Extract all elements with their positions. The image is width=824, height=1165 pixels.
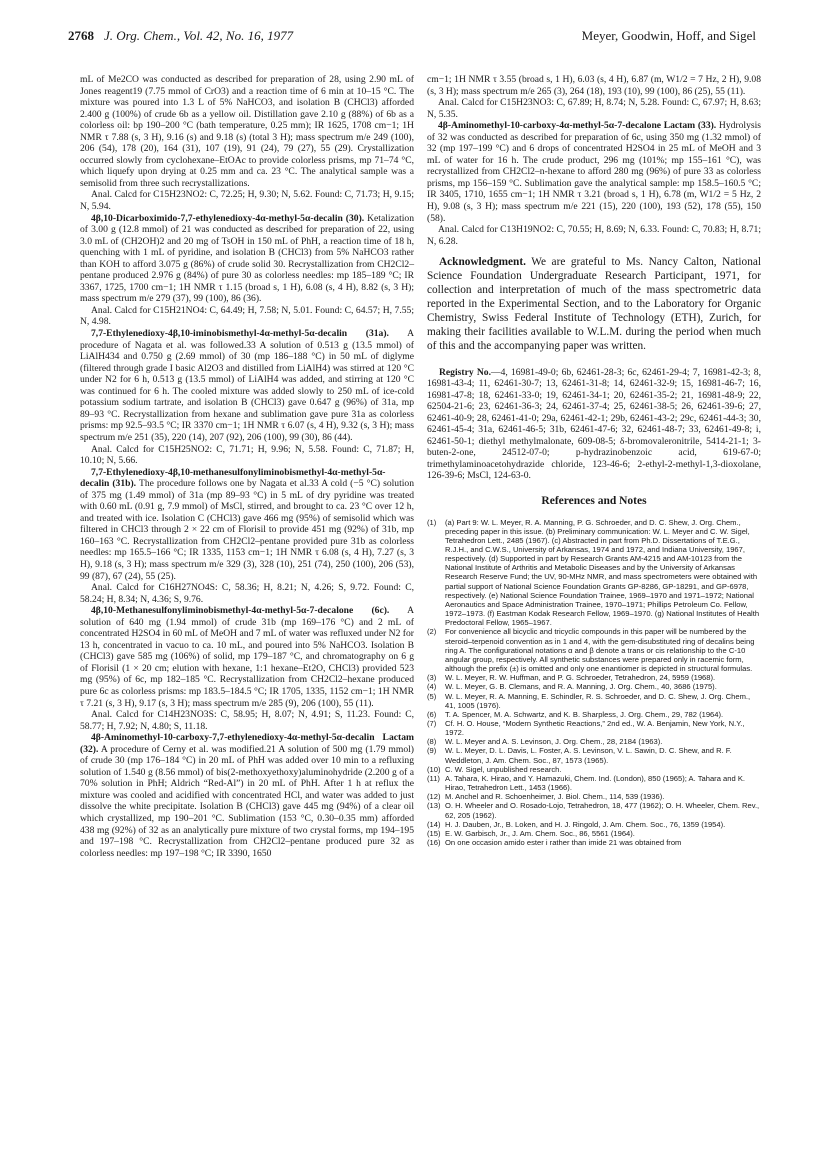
reference-number: (7) xyxy=(427,718,437,728)
page-header xyxy=(68,28,756,46)
reference-text: W. L. Meyer, R. A. Manning, E. Schindler, R. S. Schroeder, and D. C. Shew, J. Org. Chem., 41, 1005 (1976). xyxy=(445,691,751,710)
reference-number: (4) xyxy=(427,682,437,692)
reference-item xyxy=(427,627,761,673)
paragraph-text: mL of Me2CO was conducted as described for preparation of 28, using 2.90 mL of Jones reagent19 (7.75 mmol of CrO3) and a reaction time of 6 min at 10–15 °C. The mixture was poured into 1.3 L of 5% NaHCO3, and isolation B (CHCl3) afforded 2.400 g (100%) of crude 6b as a yellow oil. Distillation gave 2.10 g (88%) of 6b as a colorless oil: bp 190–200 °C (bath temperature, 0.25 mm); IR 1625, 1708 cm−1; 1H NMR τ 7.88 (s, 3 H), 9.16 (s) and 9.18 (s) (total 3 H); mass spectrum m/e 249 (100), 206 (54), 178 (20), 164 (31), 107 (19), 91 (24), 79 (27), 55 (29). Crystallization occurred slowly from cyclohexane–EtOAc to provide colorless prisms, mp 71–74 °C, which liquefy upon drying at 0.25 mm and ca. 23 °C. The analytical sample was a semisolid from three such recrystallizations. xyxy=(80,74,414,189)
running-authors: Meyer, Goodwin, Hoff, and Sigel xyxy=(581,28,756,43)
reference-number: (15) xyxy=(427,828,441,838)
paragraph-text: Anal. Calcd for C15H23NO2: C, 72.25; H, 9.30; N, 5.62. Found: C, 71.73; H, 9.15; N, 5.94. xyxy=(80,189,414,213)
reference-item xyxy=(427,829,761,838)
body-paragraph xyxy=(80,582,414,605)
body-paragraph xyxy=(80,467,414,582)
reference-number: (13) xyxy=(427,801,441,811)
paragraph-text: Anal. Calcd for C15H25NO2: C, 71.71; H, 9.96; N, 5.58. Found: C, 71.87; H, 10.10; N, 5.66. xyxy=(80,443,414,467)
body-paragraph xyxy=(427,120,761,224)
reference-text: M. Anchel and R. Schoenheimer, J. Biol. Chem., 114, 539 (1936). xyxy=(445,792,665,802)
reference-item xyxy=(427,792,761,801)
paragraph-text: A procedure of Cerny et al. was modified.21 A solution of 500 mg (1.79 mmol) of crude 30 (mp 176–184 °C) in 20 mL of PhH was added over 10 min to a refluxing solution of 1.540 g (8.56 mmol) of bis(2-methoxyethoxy)aluminohydride (2.200 g of a 70% solution in PhH; Aldrich “Red-Al”) in 20 mL of PhH. After 1 h at reflux the mixture was cooled and acidified with concentrated HCl, and water was added to just dissolve the white precipitate. Isolation B (CHCl3) gave 445 mg (94%) of a clear oil which crystallized, mp 190–201 °C. Sublimation (153 °C, 0.30–0.35 mm) afforded 438 mg (92%) of 32 as an analytically pure mixture of two crystal forms, mp 194–195 and 197–198 °C. Recrystallization from CH2Cl2–pentane produced pure 32 as colorless needles: mp 197–198 °C; IR 3390, 1650 xyxy=(80,743,414,859)
acknowledgment-paragraph xyxy=(427,255,761,353)
paragraph-title: 4β-Aminomethyl-10-carboxy-4α-methyl-5α-7-decalone Lactam (33). xyxy=(438,120,717,132)
body-paragraph xyxy=(427,97,761,120)
reference-text: On one occasion amido ester i rather than imide 21 was obtained from xyxy=(445,838,682,848)
body-paragraph xyxy=(80,732,414,859)
page-number: 2768 xyxy=(68,28,94,43)
reference-text: W. L. Meyer, R. W. Huffman, and P. G. Schroeder, Tetrahedron, 24, 5959 (1968). xyxy=(445,673,716,683)
paragraph-title: 4β,10-Methanesulfonyliminobismethyl-4α-methyl-5α-7-decalone (6c). xyxy=(91,605,390,617)
body-paragraph xyxy=(427,74,761,97)
reference-number: (9) xyxy=(427,746,437,756)
reference-number: (3) xyxy=(427,673,437,683)
reference-item xyxy=(427,692,761,710)
reference-item xyxy=(427,719,761,737)
reference-number: (2) xyxy=(427,627,437,637)
paragraph-title: 7,7-Ethylenedioxy-4β,10-methanesulfonyliminobismethyl-4α-methyl-5α-decalin (31b). xyxy=(80,466,386,490)
body-paragraph xyxy=(80,709,414,732)
reference-item xyxy=(427,820,761,829)
paragraph-text: A procedure of Nagata et al. was followed.33 A solution of 0.513 g (13.5 mmol) of LiAlH434 and 0.750 g (2.69 mmol) of 30 (mp 186–188 °C) in 50 mL of diglyme (filtered through grade I basic Al2O3 and distilled from LiAlH4) was stirred at 120 °C under N2 for 6 h, 0.513 g (13.5 mmol) of LiAlH4 was added, and stirring at 120 °C was continued for 6 h. The cooled mixture was added slowly to 250 mL of ice-cold potassium sodium tartrate, and isolation B (CHCl3) gave 0.647 g (96%) of 31a, mp 89–93 °C. Recrystallization from hexane and sublimation gave pure 31a as colorless prisms: mp 92.5–93.5 °C; IR 3370 cm−1; 1H NMR τ 6.07 (s, 4 H), 9.32 (s, 3 H); mass spectrum m/e 251 (35), 220 (14), 207 (92), 206 (100), 99 (30), 86 (44). xyxy=(80,328,414,443)
left-column xyxy=(80,74,414,859)
references-heading: References and Notes xyxy=(541,495,647,507)
body-paragraph xyxy=(80,605,414,709)
reference-item xyxy=(427,682,761,691)
paragraph-text: A solution of 640 mg (1.94 mmol) of crude 31b (mp 169–176 °C) and 2 mL of concentrated H2SO4 in 60 mL of MeOH and 7 mL of water was refluxed under N2 for 13 h, concentrated in vacuo to ca. 10 mL, and poured into 5% NaHCO3. Isolation B (CHCl3) gave 585 mg (106%) of solid, mp 179–187 °C, and chromatography on 6 g of Florisil (1 × 20 cm; elution with hexane, 1:1 hexane–Et2O, CHCl3) provided 523 mg (95%) of 6c, mp 182–185 °C. Recrystallization from CH2Cl2–hexane produced pure 6c as colorless prisms: mp 183.5–184.5 °C; IR 1705, 1335, 1152 cm−1; 1H NMR τ 7.21 (s, 3 H), 9.17 (s, 3 H); mass spectrum m/e 285 (9), 206 (100), 55 (11). xyxy=(80,605,414,709)
reference-text: For convenience all bicyclic and tricyclic compounds in this paper will be numbered by the steroid–terpenoid convention as in 1 and 4, with the gem-disubstituted ring of decalins being ring A. The configurational notations α and β denote a trans or cis relationship to the C-10 angular group, respectively. All synthetic substances were prepared only in racemic form, although the prefix (±) is omitted and only one enantiomer is depicted in structural formulas. xyxy=(445,627,755,674)
acknowledgment-title: Acknowledgment. xyxy=(439,256,526,269)
reference-number: (16) xyxy=(427,838,441,848)
registry-text: —4, 16981-49-0; 6b, 62461-28-3; 6c, 62461-29-4; 7, 16981-42-3; 8, 16981-43-4; 11, 62461-30-7; 13, 62461-31-8; 14, 62461-32-9; 15, 16981-46-7; 16, 16981-47-8; 18, 62461-33-0; 19, 62461-34-1; 20, 62461-35-2; 21, 16981-48-9; 22, 62504-21-6; 23, 62461-36-3; 24, 62461-37-4; 25, 62461-38-5; 26, 62461-39-6; 27, 62461-40-9; 28, 62461-41-0; 29a, 62461-42-1; 29b, 62461-43-2; 29c, 62461-44-3; 30, 62461-45-4; 31a, 62461-46-5; 31b, 62461-47-6; 32, 62461-48-7; 33, 62461-49-8; i, 62461-50-1; diethyl methylmalonate, 609-08-5; δ-bromovaleronitrile, 5414-21-1; 3-buten-2-one, 24512-07-0; p-hydrazinobenzoic acid, 619-67-0; trimethylaminoacetohydrazide chloride, 123-46-6; 2-ethyl-2-methyl-1,3-dioxolane, 126-39-6; MsCl, 124-63-0. xyxy=(427,366,761,482)
paragraph-text: Anal. Calcd for C15H23NO3: C, 67.89; H, 8.74; N, 5.28. Found: C, 67.97; H, 8.63; N, 5.35. xyxy=(427,97,761,120)
body-paragraph xyxy=(80,444,414,467)
reference-item xyxy=(427,518,761,628)
body-paragraph xyxy=(80,328,414,443)
reference-number: (14) xyxy=(427,819,441,829)
paragraph-title: 4β,10-Dicarboximido-7,7-ethylenedioxy-4α-methyl-5α-decalin (30). xyxy=(91,212,365,224)
reference-number: (1) xyxy=(427,517,437,527)
body-paragraph xyxy=(80,189,414,212)
paragraph-text: Hydrolysis of 32 was conducted as described for preparation of 6c, using 350 mg (1.32 mmol) of 32 (mp 197–199 °C) and 6 drops of concentrated H2SO4 in 25 mL of MeOH and 3 mL of water for 16 h. The crude product, 296 mg (101%; mp 155–161 °C), was recrystallized from CH2Cl2–n-hexane to afford 280 mg (96%) of pure 33 as colorless prisms, mp 156–159 °C. Sublimation gave the analytical sample: mp 158.5–160.5 °C; IR 3405, 1710, 1655 cm−1; 1H NMR τ 3.21 (broad s, 1 H), 6.78 (m, W1/2 = 5 Hz, 2 H), 9.08 (s, 3 H); mass spectrum m/e 221 (15), 220 (100), 193 (52), 178 (55), 150 (58). xyxy=(427,120,761,224)
reference-item xyxy=(427,673,761,682)
paragraph-text: Anal. Calcd for C14H23NO3S: C, 58.95; H, 8.07; N, 4.91; S, 11.23. Found: C, 58.77; H, 7.92; N, 4.80; S, 11.18. xyxy=(80,709,414,732)
references-list xyxy=(427,518,761,848)
reference-text: (a) Part 9: W. L. Meyer, R. A. Manning, P. G. Schroeder, and D. C. Shew, J. Org. Chem., preceding paper in this issue. (b) Preliminary communication: W. L. Meyer and C. W. Sigel, Tetrahedron Lett., 2485 (1967). (c) Abstracted in part from Ph.D. Dissertations of T.E.G., R.J.H., and C.W.S., University of Arkansas, 1974 and 1972, and Indiana University, 1967, respectively. (d) Supported in part by Research Grants AM-4215 and AM-10123 from the National Institute of Arthritis and Metabolic Diseases and by the University of Arkansas Research Reserve Fund; the UV, 90-MHz NMR, and mass spectrometers were obtained with partial support of National Science Foundation Grants GP-8286, GP-18291, and GP-6978, respectively. (e) National Science Foundation Trainee, 1969–1970 and 1971–1972; National Aeronautics and Space Administration Trainee, 1970–1971; Phillips Petroleum Co. Fellow, 1972–1973. (f) Eastman Kodak Research Fellow, 1969–1970. (g) National Institutes of Health Predoctoral Fellow, 1965–1967. xyxy=(445,517,760,628)
body-paragraph xyxy=(427,224,761,247)
reference-item xyxy=(427,801,761,819)
reference-text: Cf. H. O. House, “Modern Synthetic Reactions,” 2nd ed., W. A. Benjamin, New York, N.Y., 1972. xyxy=(445,718,745,738)
paragraph-title: 7,7-Ethylenedioxy-4β,10-iminobismethyl-4α-methyl-5α-decalin (31a). xyxy=(91,328,389,340)
reference-item xyxy=(427,774,761,792)
registry-paragraph xyxy=(427,367,761,482)
reference-number: (11) xyxy=(427,773,440,783)
body-paragraph xyxy=(80,305,414,328)
reference-number: (5) xyxy=(427,691,437,701)
reference-number: (12) xyxy=(427,792,441,802)
paragraph-text: Anal. Calcd for C13H19NO2: C, 70.55; H, 8.69; N, 6.33. Found: C, 70.83; H, 8.71; N, 6.28. xyxy=(427,224,761,247)
paragraph-text: Ketalization of 3.00 g (12.8 mmol) of 21 was conducted as described for preparation of 22, using 3.0 mL of (CH2OH)2 and 20 mg of TsOH in 150 mL of PhH, a reaction time of 18 h, quenching with 1 mL of pyridine, and isolation B (CHCl3) from 5% NaHCO3 rather than KOH to afford 3.075 g (86%) of crude solid 30. Recrystallization from CH2Cl2–pentane produced 2.976 g (84%) of pure 30 as colorless needles: mp 185–189 °C; IR 3367, 1725, 1700 cm−1; 1H NMR τ 1.15 (broad s, 1 H), 6.08 (s, 4 H), 8.82 (s, 3 H); mass spectrum m/e 279 (37), 99 (100), 86 (36). xyxy=(80,212,414,305)
paragraph-text: The procedure follows one by Nagata et al.33 A cold (−5 °C) solution of 375 mg (1.49 mmol) of 31a (mp 89–93 °C) in 5 mL of dry pyridine was treated with 0.60 mL (0.91 g, 7.9 mmol) of MsCl, stirred, and brought to ca. 23 °C over 12 h, and treated with ice. Isolation C (CHCl3) gave 466 mg (95%) of semisolid which was filtered in CHCl3 through 2 × 22 cm of Florisil to provide 451 mg (92%) of 31b, mp 160–163 °C. Recrystallization from CH2Cl2–pentane provided pure 31b as colorless needles: mp 165.5–166 °C; IR 1335, 1153 cm−1; 1H NMR τ 6.08 (s, 4 H), 7.27 (s, 3 H), 9.18 (s, 3 H); mass spectrum m/e 329 (3), 328 (10), 251 (74), 250 (100), 206 (53), 99 (87), 67 (24), 55 (25). xyxy=(80,478,415,582)
body-paragraph xyxy=(80,213,414,305)
paragraph-text: Anal. Calcd for C15H21NO4: C, 64.49; H, 7.58; N, 5.01. Found: C, 64.57; H, 7.55; N, 4.98. xyxy=(80,304,414,328)
right-column xyxy=(427,74,761,847)
paragraph-text: cm−1; 1H NMR τ 3.55 (broad s, 1 H), 6.03 (s, 4 H), 6.87 (m, W1/2 = 7 Hz, 2 H), 9.08 (s, 3 H); mass spectrum m/e 265 (3), 264 (18), 193 (10), 99 (100), 86 (25), 55 (11). xyxy=(427,74,761,97)
registry-title: Registry No. xyxy=(439,366,491,378)
reference-number: (6) xyxy=(427,709,437,719)
acknowledgment-text: We are grateful to Ms. Nancy Calton, National Science Foundation Undergraduate Research Participant, 1971, for collection and interpretation of much of the mass spectrometric data reported in the Experimental Section, and to the Laboratory for Organic Chemistry, Swiss Federal Institute of Technology (ETH), Zurich, for making their facilities available to W.L.M. during the period when much of this and the accompanying paper was written. xyxy=(427,256,762,353)
reference-item xyxy=(427,710,761,719)
reference-item xyxy=(427,765,761,774)
reference-text: A. Tahara, K. Hirao, and Y. Hamazuki, Chem. Ind. (London), 850 (1965); A. Tahara and K. Hirao, Tetrahedron Lett., 1453 (1966). xyxy=(445,773,745,793)
reference-text: O. H. Wheeler and O. Rosado-Lojo, Tetrahedron, 18, 477 (1962); O. H. Wheeler, Chem. Rev., 62, 205 (1962). xyxy=(445,801,760,820)
reference-text: E. W. Garbisch, Jr., J. Am. Chem. Soc., 86, 5561 (1964). xyxy=(445,828,635,838)
reference-number: (10) xyxy=(427,764,441,774)
paragraph-title: 4β-Aminomethyl-10-carboxy-7,7-ethylenedioxy-4α-methyl-5α-decalin Lactam (32). xyxy=(80,732,414,755)
reference-text: H. J. Dauben, Jr., B. Loken, and H. J. Ringold, J. Am. Chem. Soc., 76, 1359 (1954). xyxy=(445,819,726,829)
reference-item xyxy=(427,746,761,764)
reference-item xyxy=(427,838,761,847)
reference-text: T. A. Spencer, M. A. Schwartz, and K. B. Sharpless, J. Org. Chem., 29, 782 (1964). xyxy=(445,709,724,719)
reference-text: W. L. Meyer, G. B. Clemans, and R. A. Manning, J. Org. Chem., 40, 3686 (1975). xyxy=(445,682,717,692)
reference-text: C. W. Sigel, unpublished research. xyxy=(445,764,562,774)
journal-citation: J. Org. Chem., Vol. 42, No. 16, 1977 xyxy=(104,28,294,43)
reference-item xyxy=(427,737,761,746)
reference-text: W. L. Meyer, D. L. Davis, L. Foster, A. S. Levinson, V. L. Sawin, D. C. Shew, and R. F. Weddleton, J. Am. Chem. Soc., 87, 1573 (1965). xyxy=(445,746,732,765)
reference-text: W. L. Meyer and A. S. Levinson, J. Org. Chem., 28, 2184 (1963). xyxy=(445,737,663,747)
reference-number: (8) xyxy=(427,737,437,747)
body-paragraph xyxy=(80,74,414,189)
right-paragraphs xyxy=(427,74,761,247)
paragraph-text: Anal. Calcd for C16H27NO4S: C, 58.36; H, 8.21; N, 4.26; S, 9.72. Found: C, 58.24; H, 8.34; N, 4.36; S, 9.76. xyxy=(80,582,414,605)
